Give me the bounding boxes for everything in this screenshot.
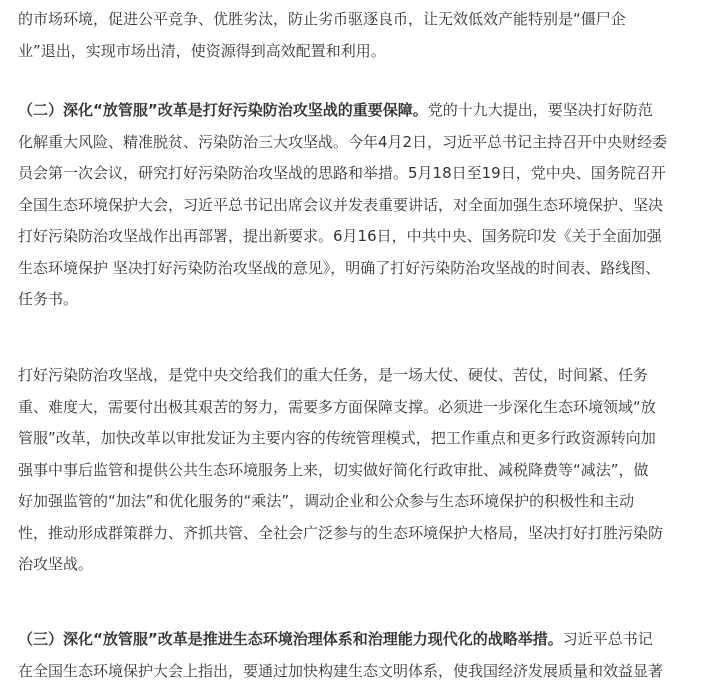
text-line [18,41,386,61]
text-line [18,100,653,120]
body-text: 打好污染防治攻坚战作出再部署，提出新要求。6月16日，中共中央、国务院印发《关于全面加强 [18,227,662,245]
text-line [18,226,662,246]
body-text: 业”退出，实现市场出清，使资源得到高效配置和利用。 [18,41,386,60]
body-text: 强事中事后监管和提供公共生态环境服务上来，切实做好简化行政审批、减税降费等“减法”，做 [18,460,649,479]
body-text: 管服”改革，加快改革以审批发证为主要内容的传统管理模式，把工作重点和更多行政资源转向加 [18,429,656,447]
paragraph-p3 [18,620,698,692]
paragraph-p0 [18,0,698,72]
text-line [18,258,660,278]
paragraph-p1 [18,91,698,321]
body-text: 任务书。 [18,290,79,308]
body-text: 化解重大风险、精准脱贫、污染防治三大攻坚战。今年4月2日，习近平总书记主持召开中央财经委 [18,132,668,151]
text-line [18,195,663,215]
body-text: 性，推动形成群策群力、齐抓共管、全社会广泛参与的生态环境保护大格局，坚决打好打胜污染防 [18,523,664,542]
section-heading: （三）深化“放管服”改革是推进生态环境治理体系和治理能力现代化的战略举措。 [18,630,563,648]
text-line [18,163,666,183]
body-text: 员会第一次会议，研究打好污染防治攻坚战的思路和举措。5月18日至19日，党中央、国务院召开 [18,164,666,182]
body-text: 重、难度大，需要付出极其艰苦的努力，需要多方面保障支撑。必须进一步深化生态环境领域“放 [18,397,656,416]
text-line [18,629,653,649]
text-line [18,661,663,681]
body-text: 习近平总书记 [562,630,653,648]
text-line [18,365,648,385]
section-heading: （二）深化“放管服”改革是打好污染防治攻坚战的重要保障。 [18,101,428,119]
text-line [18,9,626,29]
body-text: 党的十九大提出，要坚决打好防范 [427,101,653,119]
body-text: 在全国生态环境保护大会上指出，要通过加快构建生态文明体系，使我国经济发展质量和效益显著 [18,661,664,680]
text-line [18,289,78,309]
body-text: 生态环境保护 坚决打好污染防治攻坚战的意见》，明确了打好污染防治攻坚战的时间表、路线图、 [18,258,661,277]
body-text: 全国生态环境保护大会，习近平总书记出席会议并发表重要讲话，对全面加强生态环境保护、坚决 [18,195,664,214]
body-text: 好加强监管的“加法”和优化服务的“乘法”，调动企业和公众参与生态环境保护的积极性和主动 [18,492,635,510]
text-line [18,397,656,417]
text-line [18,554,93,574]
body-text: 治攻坚战。 [18,555,94,573]
body-text: 打好污染防治攻坚战，是党中央交给我们的重大任务，是一场大仗、硬仗、苦仗，时间紧、任务 [18,366,649,384]
paragraph-p2 [18,356,698,586]
text-line [18,132,667,152]
text-line [18,491,634,511]
body-text: 的市场环境，促进公平竞争、优胜劣汰，防止劣币驱逐良币，让无效低效产能特别是“僵尸企 [18,10,626,28]
text-line [18,460,649,480]
text-line [18,523,663,543]
text-line [18,428,656,448]
